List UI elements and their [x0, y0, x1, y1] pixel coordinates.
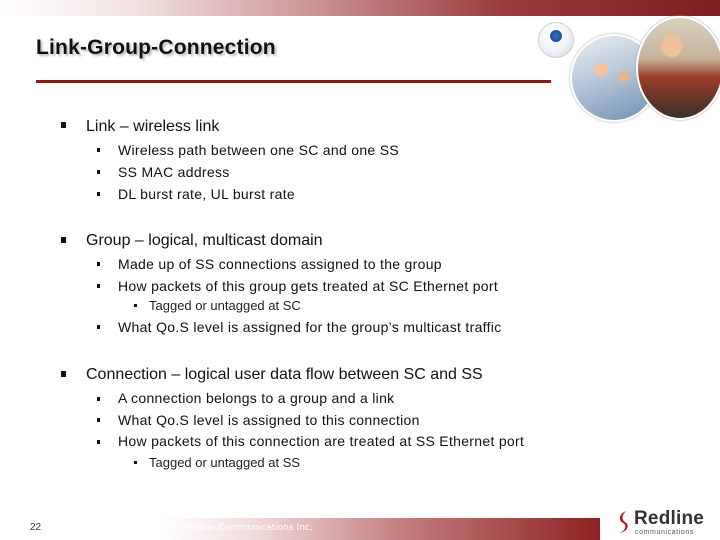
bullet-marker	[97, 325, 100, 329]
bullet-marker	[97, 192, 100, 196]
bullet-marker	[97, 148, 100, 152]
slide-title: Link-Group-Connection	[36, 36, 276, 59]
bullet-group-heading: Group – logical, multicast domain	[86, 232, 323, 249]
brand-logo	[616, 508, 716, 538]
bullet-link-item: SS MAC address	[118, 164, 230, 180]
header-gradient-bar	[0, 0, 720, 16]
bullet-marker	[134, 461, 137, 464]
header-photo-collage	[538, 16, 720, 126]
brand-name: Redline	[634, 508, 705, 529]
bullet-marker	[97, 418, 100, 422]
bullet-marker	[61, 122, 66, 128]
copyright-text: © Redline Communications Inc.	[170, 523, 313, 533]
bullet-connection-heading: Connection – logical user data flow between SC and SS	[86, 366, 483, 383]
company-badge-icon	[538, 22, 574, 58]
bullet-connection-item: What Qo.S level is assigned to this connection	[118, 412, 420, 428]
bullet-marker	[134, 304, 137, 307]
redline-swoosh-icon	[616, 510, 630, 534]
bullet-link-item: DL burst rate, UL burst rate	[118, 186, 295, 202]
title-underline	[36, 80, 551, 83]
bullet-link-heading: Link – wireless link	[86, 118, 220, 135]
bullet-group-subitem: Tagged or untagged at SC	[149, 298, 301, 313]
bullet-marker	[61, 237, 66, 243]
bullet-link-item: Wireless path between one SC and one SS	[118, 142, 399, 158]
brand-subtitle: communications	[635, 529, 694, 536]
bullet-marker	[97, 262, 100, 266]
bullet-connection-item: A connection belongs to a group and a link	[118, 390, 395, 406]
bullet-marker	[97, 170, 100, 174]
bullet-marker	[97, 440, 100, 444]
page-number: 22	[30, 522, 42, 533]
businessman-photo	[636, 16, 720, 120]
bullet-group-item: What Qo.S level is assigned for the group’s multicast traffic	[118, 319, 502, 335]
bullet-group-item: How packets of this group gets treated at SC Ethernet port	[118, 278, 499, 294]
bullet-connection-subitem: Tagged or untagged at SS	[149, 455, 301, 470]
bullet-marker	[97, 284, 100, 288]
bullet-group-item: Made up of SS connections assigned to the group	[118, 256, 442, 272]
bullet-marker	[97, 397, 100, 401]
bullet-marker	[61, 371, 66, 377]
bullet-connection-item: How packets of this connection are treated at SS Ethernet port	[118, 433, 525, 449]
